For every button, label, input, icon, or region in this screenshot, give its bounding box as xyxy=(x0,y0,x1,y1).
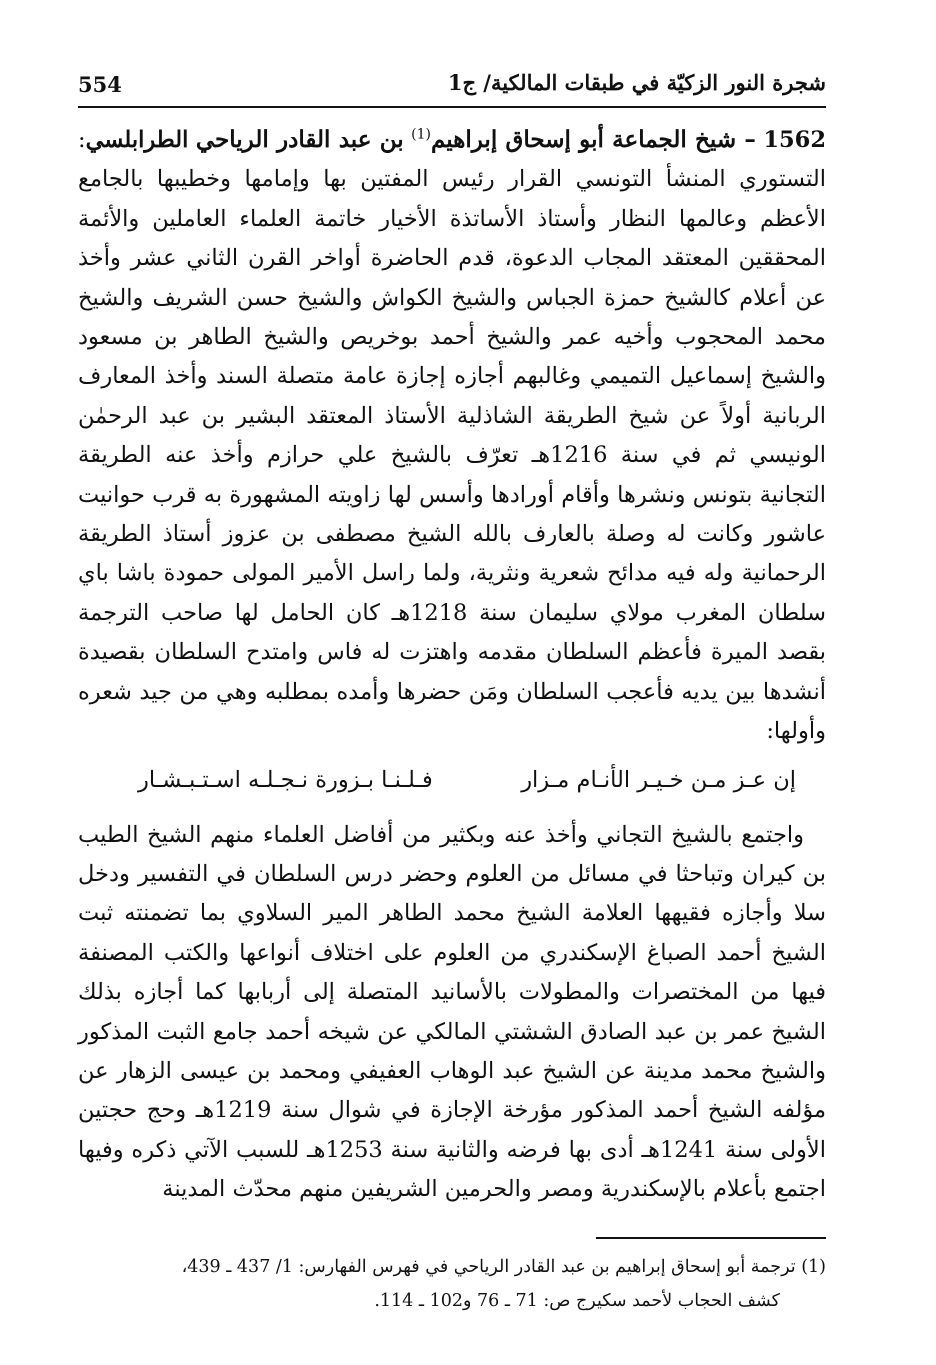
verse-hemistich-first: إن عـز مـن خـيـر الأنـام مـزار xyxy=(521,766,796,793)
entry-number: 1562 xyxy=(763,127,826,153)
footnote-line xyxy=(78,1250,826,1284)
footnotes xyxy=(78,1250,826,1318)
header-rule xyxy=(78,106,826,108)
footnote-continuation: كشف الحجاب لأحمد سكيرج ص: 71 ـ 76 و102 ـ 114. xyxy=(374,1291,780,1311)
biography-continued: واجتمع بالشيخ التجاني وأخذ عنه وبكثير من أفاضل العلماء منهم الشيخ الطيب بن كيران وتباحثا في مسائل من العلوم وحضر درس السلطان في التفسير ودخل سلا وأجازه فقيهها العلامة الشيخ محمد الطاهر المير السلاوي بما تضمنته ثبت الشيخ أحمد الصباغ الإسكندري من العلوم على اختلاف أنواعها والكتب المصنفة فيها من المختصرات والمطولات بالأسانيد المتصلة إلى أربابها كما أجازه بذلك الشيخ عمر بن عبد الصادق الششتي المالكي عن شيخه أحمد جامع الثبت المذكور والشيخ محمد مدينة عن الشيخ عبد الوهاب العفيفي ومحمد بن عيسى الزهار عن مؤلفه الشيخ أحمد المذكور مؤرخة الإجازة في شوال سنة 1219هـ وحج حجتين الأولى سنة 1241هـ أدى بها فرضه والثانية سنة 1253هـ للسبب الآتي ذكره وفيها اجتمع بأعلام بالإسكندرية ومصر والحرمين الشريفين منهم محدّث المدينة xyxy=(78,821,827,1203)
footnote-marker: (1) xyxy=(411,126,431,143)
poem-verse xyxy=(78,752,826,812)
verse-hemistich-second: فـلـنـا بـزورة نـجـلـه اسـتـبـشـار xyxy=(138,766,433,793)
footnote-mark: (1) xyxy=(801,1257,826,1277)
running-title: شجرة النور الزكيّة في طبقات المالكية/ ج1 xyxy=(447,70,826,95)
footnote-rule xyxy=(596,1237,826,1239)
entry-heading: – شيخ الجماعة أبو إسحاق إبراهيم xyxy=(430,126,756,153)
biography-text: : التستوري المنشأ التونسي القرار رئيس المفتين بها وإمامها وخطيبها بالجامع الأعظم وعالمها النظار وأستاذ الأساتذة الأخيار خاتمة العلماء العاملين والأئمة المحققين المعتقد المجاب الدعوة، قدم الحاضرة أواخر القرن الثاني عشر وأخذ عن أعلام كالشيخ حمزة الجباس والشيخ الكواش والشيخ حسن الشريف والشيخ محمد المحجوب وأخيه عمر والشيخ أحمد بوخريص والشيخ الطاهر بن مسعود والشيخ إسماعيل التميمي وغالبهم أجازه إجازة عامة متصلة السند وأخذ المعارف الربانية أولاً عن شيخ الطريقة الشاذلية الأستاذ المعتقد البشير بن عبد الرحمٰن الونيسي ثم في سنة 1216هـ تعرّف بالشيخ علي حرازم وأخذ عنه الطريقة التجانية بتونس ونشرها وأقام أورادها وأسس لها زاويته المشهورة به قرب حوانيت عاشور وكانت له وصلة بالعارف بالله الشيخ مصطفى بن عزوز أستاذ الطريقة الرحمانية وله فيه مدائح شعرية ونثرية، ولما راسل الأمير المولى حمودة باشا باي سلطان المغرب مولاي سليمان سنة 1218هـ كان الحامل لها صاحب الترجمة بقصد الميرة فأعظم السلطان مقدمه واهتزت له فاس وامتدح السلطان بقصيدة أنشدها بين يديه فأعجب السلطان ومَن حضرها وأمده بمطلبه وهي من جيد شعره وأولها: xyxy=(78,127,826,745)
entry-nisba: الطرابلسي xyxy=(85,127,189,153)
footnote-text: ترجمة أبو إسحاق إبراهيم بن عبد القادر الرياحي في فهرس الفهارس: 1/ 437 ـ 439، xyxy=(181,1257,796,1277)
entry-paragraph xyxy=(78,120,826,752)
entry-heading-rest: بن عبد القادر الرياحي xyxy=(195,126,404,153)
page-header xyxy=(78,70,826,104)
main-text xyxy=(78,120,826,1210)
page-number: 554 xyxy=(78,72,122,97)
